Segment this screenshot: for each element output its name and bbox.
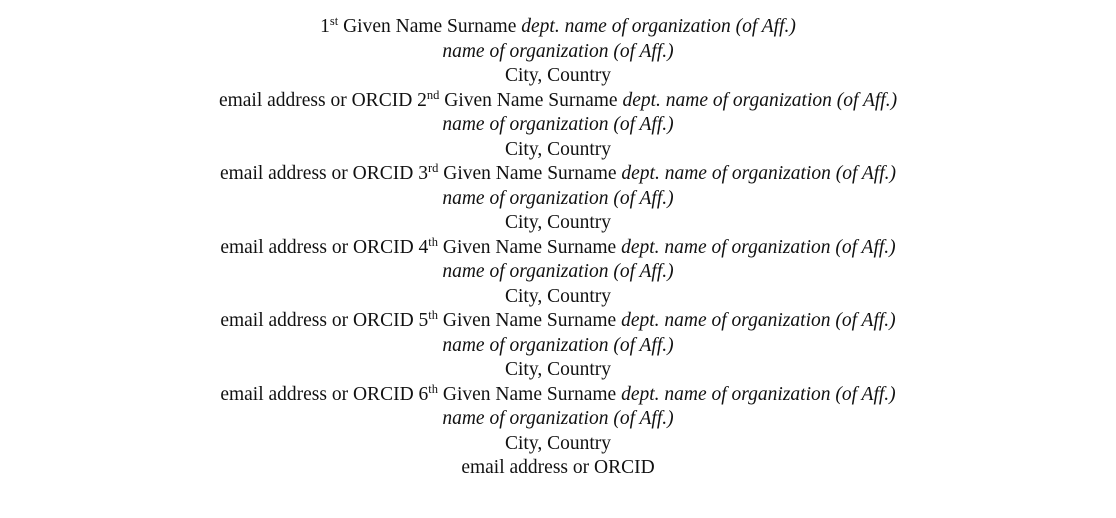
author-5-org: name of organization (of Aff.): [442, 334, 674, 356]
author-5-name: Given Name Surname: [442, 310, 617, 331]
author-4-ordinal: [418, 234, 439, 258]
author-4-ordinal-number: 4: [418, 236, 429, 258]
author-4-location: City, Country: [505, 285, 611, 307]
author-1-ordinal: [320, 16, 338, 37]
author-2-org: name of organization (of Aff.): [442, 114, 674, 135]
author-5-ordinal-suffix: th: [428, 308, 439, 323]
author-3-header-line: [0, 162, 1116, 187]
author-6-location: City, Country: [505, 432, 611, 454]
author-1-header-line: [0, 15, 1116, 40]
author-2-ordinal-number: 2: [417, 89, 427, 111]
author-6-contact: email address or ORCID: [461, 457, 655, 478]
author-1-contact: email address or ORCID: [218, 89, 413, 111]
author-3-dept: dept. name of organization (of Aff.): [621, 163, 897, 184]
author-4-ordinal-suffix: th: [428, 234, 439, 249]
author-5-dept: dept. name of organization (of Aff.): [621, 310, 896, 331]
author-2-ordinal: [417, 87, 440, 111]
author-4-contact: email address or ORCID: [220, 310, 414, 331]
author-6-header-line: [0, 383, 1116, 408]
author-5-ordinal: [419, 310, 438, 331]
author-1-ordinal-suffix: st: [329, 14, 339, 29]
author-6-ordinal: [418, 381, 439, 405]
author-1-org: name of organization (of Aff.): [442, 40, 674, 62]
author-1-name: Given Name Surname: [343, 16, 517, 37]
author-6-org: name of organization (of Aff.): [442, 408, 674, 429]
author-1-ordinal-number: 1: [320, 16, 330, 37]
author-6-ordinal-suffix: th: [428, 381, 439, 396]
author-6-name: Given Name Surname: [442, 383, 617, 405]
author-1-location: City, Country: [505, 65, 611, 86]
author-2-location: City, Country: [505, 138, 611, 160]
author-1-dept: dept. name of organization (of Aff.): [521, 16, 796, 37]
author-5-contact: email address or ORCID: [220, 383, 414, 405]
author-2-ordinal-suffix: nd: [426, 87, 440, 102]
author-3-ordinal: [418, 163, 438, 184]
author-2-contact: email address or ORCID: [219, 163, 414, 184]
author-4-header-line: [0, 236, 1116, 261]
author-3-contact: email address or ORCID: [220, 236, 414, 258]
author-6-ordinal-number: 6: [418, 383, 429, 405]
author-4-dept: dept. name of organization (of Aff.): [621, 236, 896, 258]
author-3-org: name of organization (of Aff.): [442, 187, 674, 209]
author-3-name: Given Name Surname: [443, 163, 617, 184]
author-2-dept: dept. name of organization (of Aff.): [622, 89, 898, 111]
author-block: [0, 15, 1116, 481]
author-4-name: Given Name Surname: [442, 236, 617, 258]
author-4-org: name of organization (of Aff.): [442, 261, 674, 282]
author-3-ordinal-suffix: rd: [427, 161, 439, 176]
author-3-location: City, Country: [505, 212, 611, 233]
author-5-location: City, Country: [505, 359, 611, 380]
author-2-name: Given Name Surname: [444, 89, 618, 111]
author-2-header-line: [0, 89, 1116, 114]
author-3-ordinal-number: 3: [418, 163, 428, 184]
author-5-header-line: [0, 309, 1116, 334]
author-6-dept: dept. name of organization (of Aff.): [621, 383, 896, 405]
author-5-ordinal-number: 5: [418, 310, 429, 331]
